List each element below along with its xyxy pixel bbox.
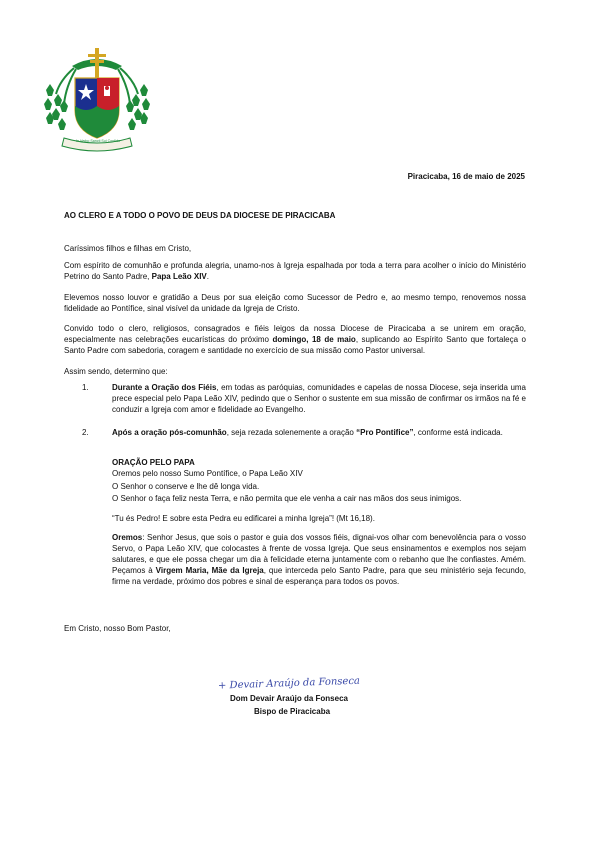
signatory-name: Dom Devair Araújo da Fonseca: [230, 694, 348, 703]
paragraph-3-text-a: Convido todo o clero, religiosos, consagrados e fiéis leigos da nossa Diocese de Piracicaba a se unirem em oração, especialmente nas celebrações eucarísticas do próximo: [64, 324, 526, 344]
list-item-1: [112, 382, 526, 415]
prayer-oremos: [112, 532, 526, 587]
paragraph-4: Assim sendo, determino que:: [64, 367, 168, 376]
prayer-oremos-text-a: : Senhor Jesus, que sois o pastor e guia dos vossos fiéis, dignai-vos olhar com benevolência para o vosso Servo, o Papa Leão XIV, que colocastes à frente de vossa Igreja. Que seus ensinamentos e exemplos nos sejam salutares, e que ele possa chegar um dia à felicidade eterna juntamente com o rebanho que lhe confiastes. Amém. Peçamos à: [112, 533, 526, 575]
prayer-oremos-bold: Virgem Maria, Mãe da Igreja: [155, 566, 264, 575]
prayer-oremos-label: Oremos: [112, 533, 143, 542]
addressee-heading: AO CLERO E A TODO O POVO DE DEUS DA DIOCESE DE PIRACICABA: [64, 211, 336, 220]
paragraph-3: [64, 323, 526, 356]
handwritten-signature: [218, 675, 368, 691]
list-item-1-text: , em todas as paróquias, comunidades e capelas de nossa Diocese, seja inserida uma prece especial pelo Papa Leão XIV, pedindo que o Senhor o sustente em sua missão de confirmar os irmãos na fé e conduzir a Igreja com amor e fidelidade ao Evangelho.: [112, 383, 527, 414]
paragraph-1: [64, 260, 526, 282]
list-item-2-number: 2.: [82, 428, 89, 437]
prayer-title: ORAÇÃO PELO PAPA: [112, 458, 195, 467]
list-item-2-bold-2: “Pro Pontifice”: [356, 428, 414, 437]
list-item-2: [112, 427, 526, 438]
signatory-title: Bispo de Piracicaba: [254, 707, 331, 716]
signature-scribble: + Devair Araújo da Fonseca: [217, 675, 361, 692]
prayer-oremos-text-b: , que interceda pelo Santo Padre, para que seu ministério seja fecundo, firme na verdade, próximo dos pobres e sinal de esperança para todos os povos.: [112, 566, 526, 586]
prayer-quote: “Tu és Pedro! E sobre esta Pedra eu edificarei a minha Igreja”! (Mt 16,18).: [112, 514, 375, 523]
prayer-line-1: Oremos pelo nosso Sumo Pontífice, o Papa Leão XIV: [112, 469, 303, 478]
salutation: Caríssimos filhos e filhas em Cristo,: [64, 244, 192, 253]
coat-of-arms: [42, 44, 152, 159]
date-line: Piracicaba, 16 de maio de 2025: [407, 172, 525, 181]
paragraph-1-text: Com espírito de comunhão e profunda alegria, unamo-nos à Igreja espalhada por toda a terra para acolher o início do Ministério Petrino do Santo Padre,: [64, 261, 526, 281]
list-item-2-text-b: , conforme está indicada.: [413, 428, 503, 437]
list-item-1-number: 1.: [82, 383, 89, 392]
list-item-1-bold: Durante a Oração dos Fiéis: [112, 383, 217, 392]
paragraph-3-text-b: , suplicando ao Espírito Santo que fortaleça o Santo Padre com sabedoria, coragem e santidade no exercício de sua missão como Pastor universal.: [64, 335, 526, 355]
prayer-line-2: O Senhor o conserve e lhe dê longa vida.: [112, 482, 260, 491]
paragraph-2: Elevemos nosso louvor e gratidão a Deus por sua eleição como Sucessor de Pedro e, ao mesmo tempo, renovemos nossa fidelidade ao Pontífice, sinal visível da unidade da Igreja de Cristo.: [64, 293, 526, 313]
paragraph-3-bold: domingo, 18 de maio: [272, 335, 356, 344]
closing: Em Cristo, nosso Bom Pastor,: [64, 624, 171, 633]
prayer-line-3: O Senhor o faça feliz nesta Terra, e não permita que ele venha a cair nas mãos dos seus inimigos.: [112, 494, 462, 503]
paragraph-1-bold: Papa Leão XIV: [151, 272, 207, 281]
list-item-2-text-a: , seja rezada solenemente a oração: [226, 428, 354, 437]
list-item-2-bold: Após a oração pós-comunhão: [112, 428, 227, 437]
paragraph-1-end: .: [206, 272, 209, 281]
crest-motto: In Verbo Sancti Sui Confido: [76, 139, 120, 143]
